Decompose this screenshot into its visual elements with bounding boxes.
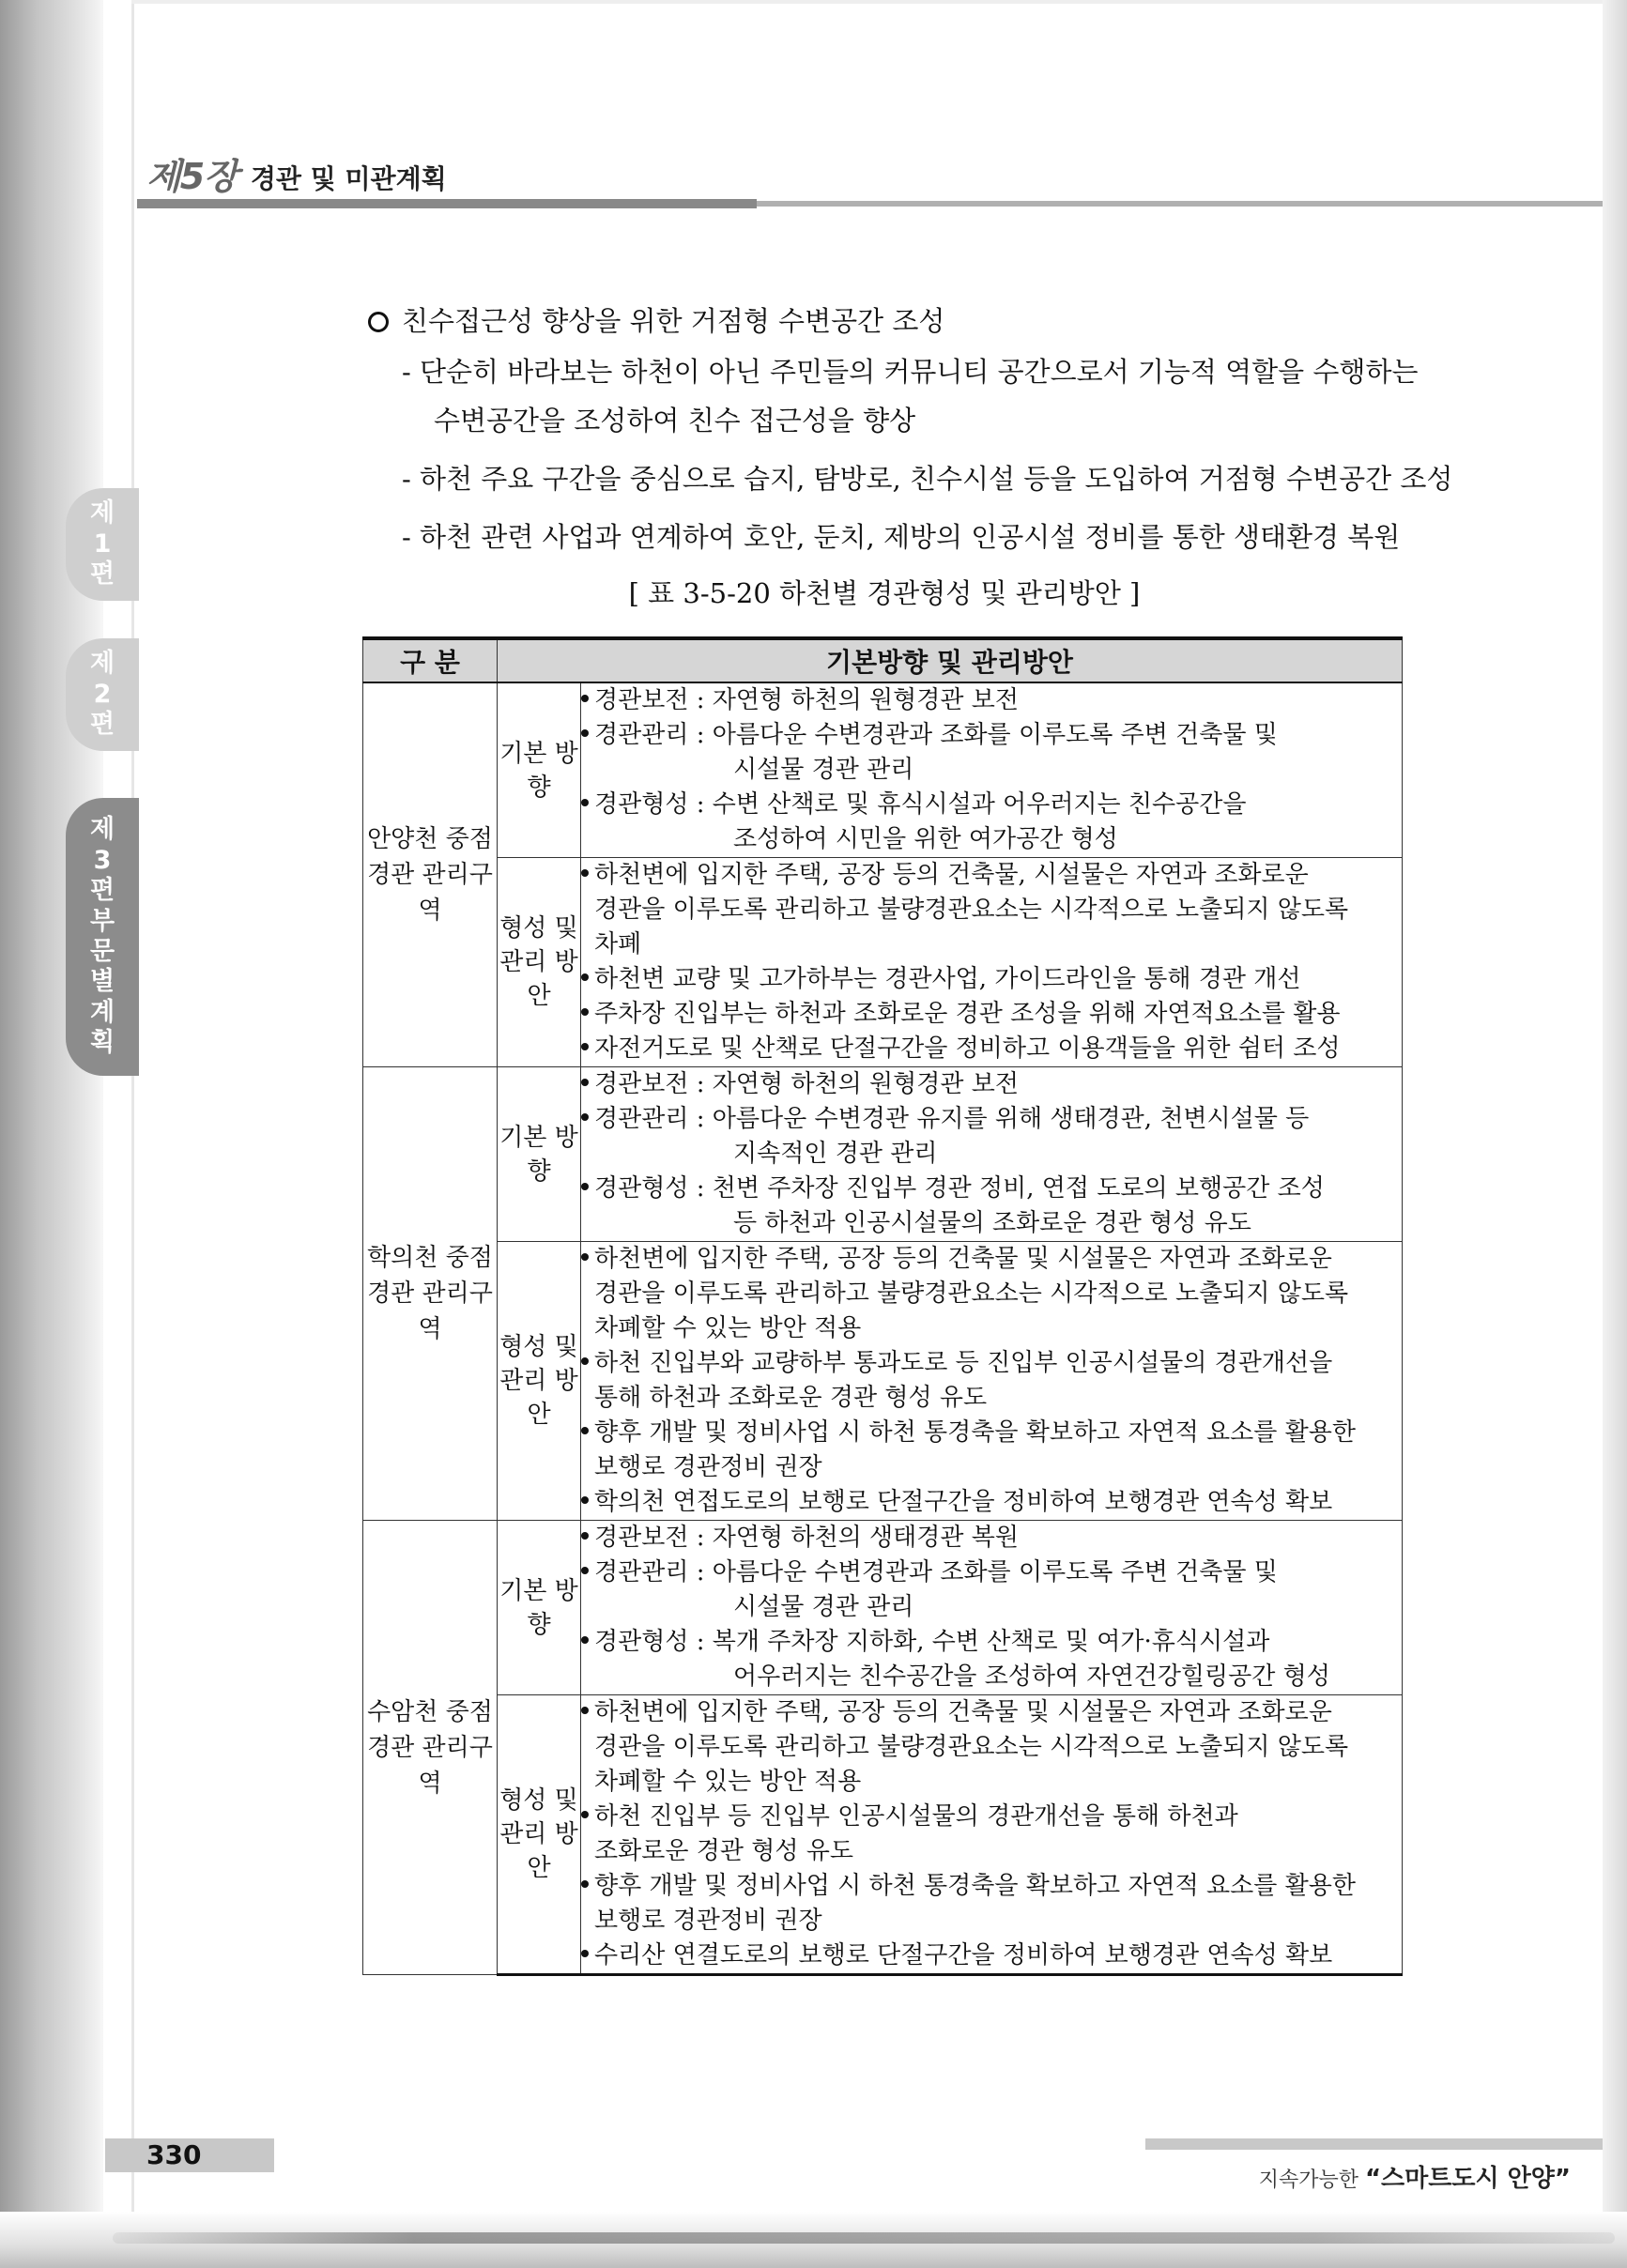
- bullet-dot-icon: [581, 1357, 589, 1365]
- chapter-header: [146, 150, 447, 199]
- list-item: 경관형성 : 수변 산책로 및 휴식시설과 어우러지는 친수공간을: [581, 788, 1402, 822]
- list-item-continuation: 경관을 이루도록 관리하고 불량경관요소는 시각적으로 노출되지 않도록: [594, 1733, 1349, 1761]
- side-tab-char: 제: [89, 815, 115, 845]
- bullet-dot-icon: [581, 1950, 589, 1957]
- management-label: 형성 및 관리 방안: [498, 1695, 581, 1975]
- management-items: [581, 1242, 1403, 1521]
- side-tab-char: 편: [89, 876, 115, 906]
- basic-direction-items: [581, 1067, 1403, 1242]
- river-landscape-table: [362, 636, 1403, 1976]
- bullet-dot-icon: [581, 1707, 589, 1714]
- list-item-continuation: 어우러지는 친수공간을 조성하여 자연건강힐링공간 형성: [733, 1663, 1330, 1691]
- side-tab-char: 2: [93, 679, 112, 709]
- header-rule-accent: [137, 199, 757, 208]
- main-bullet: [368, 300, 944, 339]
- list-item-continuation: 조화로운 경관 형성 유도: [594, 1837, 853, 1865]
- list-item: 경관보전 : 자연형 하천의 생태경관 복원: [581, 1521, 1402, 1555]
- list-item: 경관형성 : 천변 주차장 진입부 경관 정비, 연접 도로의 보행공간 조성: [581, 1172, 1402, 1206]
- list-item: 하천변에 입지한 주택, 공장 등의 건축물, 시설물은 자연과 조화로운: [581, 858, 1402, 893]
- side-tab-part-1[interactable]: [66, 488, 139, 601]
- bullet-dot-icon: [581, 799, 589, 806]
- page-left-shadow: [0, 0, 103, 2268]
- list-item: 하천변 교량 및 고가하부는 경관사업, 가이드라인을 통해 경관 개선: [581, 962, 1402, 997]
- side-tab-char: 편: [89, 559, 115, 590]
- footer-book-name: “스마트도시 안양”: [1364, 2165, 1571, 2193]
- table-caption: [ 표 3-5-20 하천별 경관형성 및 관리방안 ]: [628, 577, 1141, 609]
- header-category: 구 분: [363, 638, 498, 682]
- bullet-dot-icon: [581, 1079, 589, 1086]
- page-top-edge: [131, 0, 1603, 4]
- list-item-continuation: 경관을 이루도록 관리하고 불량경관요소는 시각적으로 노출되지 않도록: [594, 896, 1349, 924]
- table-row: [363, 682, 1403, 858]
- bullet-dot-icon: [581, 973, 589, 981]
- list-item: 하천변에 입지한 주택, 공장 등의 건축물 및 시설물은 자연과 조화로운: [581, 1242, 1402, 1277]
- bullet-dot-icon: [581, 1427, 589, 1434]
- basic-direction-label: 기본 방향: [498, 1521, 581, 1695]
- sub-item-continuation: 수변공간을 조성하여 친수 접근성을 향상: [434, 405, 916, 437]
- bullet-dot-icon: [581, 729, 589, 737]
- list-item: 경관보전 : 자연형 하천의 원형경관 보전: [581, 683, 1402, 718]
- bullet-dot-icon: [581, 695, 589, 702]
- sub-item: - 단순히 바라보는 하천이 아닌 주민들의 커뮤니티 공간으로서 기능적 역할을 수행하는: [402, 356, 1419, 388]
- list-item-continuation: 조성하여 시민을 위한 여가공간 형성: [733, 825, 1118, 853]
- page-number: 330: [146, 2139, 202, 2170]
- page-binding-edge: [131, 0, 134, 2268]
- side-tab-char: 획: [89, 1028, 115, 1058]
- side-tab-char: 1: [93, 529, 112, 559]
- zone-suamcheon: 수암천 중점경관 관리구역: [363, 1521, 498, 1975]
- bullet-dot-icon: [581, 1636, 589, 1644]
- list-item: 하천 진입부 등 진입부 인공시설물의 경관개선을 통해 하천과: [581, 1800, 1402, 1834]
- list-item-continuation: 시설물 경관 관리: [733, 1593, 914, 1621]
- list-item: 경관보전 : 자연형 하천의 원형경관 보전: [581, 1067, 1402, 1102]
- bullet-dot-icon: [581, 1183, 589, 1190]
- list-item: 수리산 연결도로의 보행로 단절구간을 정비하여 보행경관 연속성 확보: [581, 1939, 1402, 1973]
- basic-direction-items: [581, 1521, 1403, 1695]
- sub-item: - 하천 관련 사업과 연계하여 호안, 둔치, 제방의 인공시설 정비를 통한 생태환경 복원: [402, 521, 1401, 553]
- table-header-row: [363, 638, 1403, 682]
- main-bullet-text: 친수접근성 향상을 위한 거점형 수변공간 조성: [402, 305, 945, 337]
- table-row: [363, 858, 1403, 1067]
- management-label: 형성 및 관리 방안: [498, 1242, 581, 1521]
- side-tab-char: 별: [89, 967, 115, 997]
- list-item: 학의천 연접도로의 보행로 단절구간을 정비하여 보행경관 연속성 확보: [581, 1485, 1402, 1520]
- list-item-continuation: 시설물 경관 관리: [733, 756, 914, 784]
- list-item: 경관관리 : 아름다운 수변경관과 조화를 이루도록 주변 건축물 및: [581, 1555, 1402, 1590]
- list-item-continuation: 보행로 경관정비 권장: [594, 1907, 822, 1935]
- list-item: 경관관리 : 아름다운 수변경관과 조화를 이루도록 주변 건축물 및: [581, 718, 1402, 753]
- management-items: [581, 858, 1403, 1067]
- table-row: [363, 1521, 1403, 1695]
- list-item: 하천 진입부와 교량하부 통과도로 등 진입부 인공시설물의 경관개선을: [581, 1346, 1402, 1381]
- bullet-dot-icon: [581, 869, 589, 877]
- list-item: 향후 개발 및 정비사업 시 하천 통경축을 확보하고 자연적 요소를 활용한: [581, 1869, 1402, 1904]
- list-item: 경관형성 : 복개 주차장 지하화, 수변 산책로 및 여가·휴식시설과: [581, 1625, 1402, 1660]
- bullet-dot-icon: [581, 1043, 589, 1050]
- management-label: 형성 및 관리 방안: [498, 858, 581, 1067]
- list-item-continuation: 등 하천과 인공시설물의 조화로운 경관 형성 유도: [733, 1209, 1251, 1237]
- side-tab-char: 문: [89, 937, 115, 966]
- side-tab-char: 편: [89, 710, 115, 740]
- side-tab-char: 부: [89, 906, 115, 936]
- bullet-dot-icon: [581, 1113, 589, 1121]
- sub-item: - 하천 주요 구간을 중심으로 습지, 탐방로, 친수시설 등을 도입하여 거점형 수변공간 조성: [402, 463, 1453, 495]
- basic-direction-items: [581, 682, 1403, 858]
- footer-rule: [1145, 2138, 1603, 2150]
- zone-hakuicheon: 학의천 중점경관 관리구역: [363, 1067, 498, 1521]
- zone-anyangcheon: 안양천 중점경관 관리구역: [363, 682, 498, 1067]
- page-right-edge: [1603, 0, 1627, 2268]
- table-row: [363, 1695, 1403, 1975]
- list-item-continuation: 지속적인 경관 관리: [733, 1140, 938, 1168]
- basic-direction-label: 기본 방향: [498, 1067, 581, 1242]
- hollow-circle-icon: [368, 312, 389, 332]
- list-item: 자전거도로 및 산책로 단절구간을 정비하고 이용객들을 위한 쉼터 조성: [581, 1032, 1402, 1066]
- side-tab-char: 제: [89, 498, 115, 529]
- list-item: 주차장 진입부는 하천과 조화로운 경관 조성을 위해 자연적요소를 활용: [581, 997, 1402, 1032]
- side-tab-char: 계: [89, 997, 115, 1027]
- bullet-dot-icon: [581, 1008, 589, 1016]
- bullet-dot-icon: [581, 1253, 589, 1261]
- chapter-number: 제5장: [146, 156, 238, 197]
- footer-book-title: [1259, 2159, 1571, 2194]
- page-bottom-shadow: [113, 2232, 1615, 2244]
- side-tab-char: 제: [89, 649, 115, 679]
- list-item: 경관관리 : 아름다운 수변경관 유지를 위해 생태경관, 천변시설물 등: [581, 1102, 1402, 1137]
- basic-direction-label: 기본 방향: [498, 682, 581, 858]
- header-direction: 기본방향 및 관리방안: [498, 638, 1403, 682]
- list-item: 향후 개발 및 정비사업 시 하천 통경축을 확보하고 자연적 요소를 활용한: [581, 1416, 1402, 1450]
- chapter-title: 경관 및 미관계획: [250, 163, 447, 194]
- bullet-dot-icon: [581, 1811, 589, 1818]
- side-tab-part-2[interactable]: [66, 638, 139, 751]
- bullet-dot-icon: [581, 1567, 589, 1574]
- list-item-continuation: 차폐: [594, 930, 642, 958]
- bullet-dot-icon: [581, 1880, 589, 1888]
- table-row: [363, 1242, 1403, 1521]
- table-row: [363, 1067, 1403, 1242]
- footer-book-prefix: 지속가능한: [1258, 2168, 1358, 2192]
- side-tab-char: 3: [93, 845, 112, 875]
- management-items: [581, 1695, 1403, 1975]
- bullet-dot-icon: [581, 1496, 589, 1504]
- bullet-dot-icon: [581, 1532, 589, 1540]
- list-item-continuation: 경관을 이루도록 관리하고 불량경관요소는 시각적으로 노출되지 않도록: [594, 1280, 1349, 1308]
- list-item-continuation: 보행로 경관정비 권장: [594, 1453, 822, 1481]
- list-item: 하천변에 입지한 주택, 공장 등의 건축물 및 시설물은 자연과 조화로운: [581, 1695, 1402, 1730]
- list-item-continuation: 통해 하천과 조화로운 경관 형성 유도: [594, 1384, 988, 1412]
- list-item-continuation: 차폐할 수 있는 방안 적용: [594, 1768, 862, 1796]
- side-tab-part-3[interactable]: [66, 798, 139, 1076]
- list-item-continuation: 차폐할 수 있는 방안 적용: [594, 1314, 862, 1342]
